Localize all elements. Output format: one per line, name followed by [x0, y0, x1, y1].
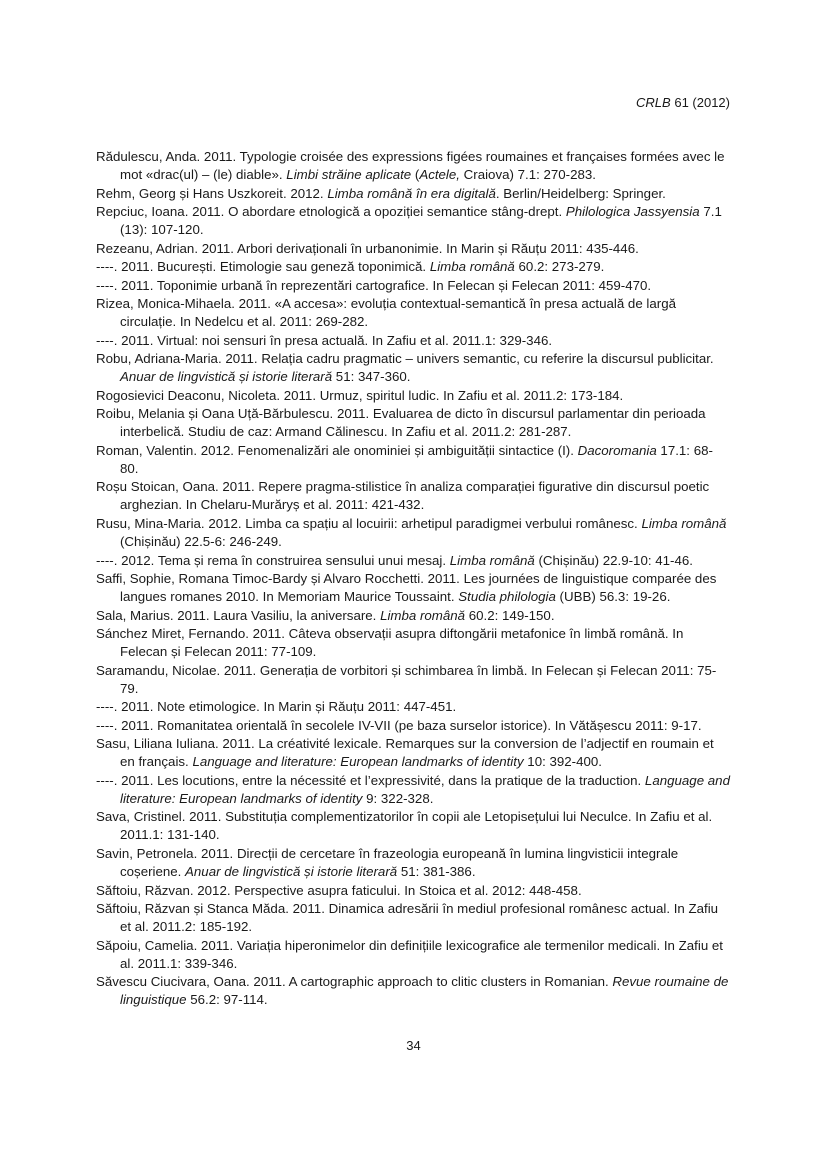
reference-title-italic: Dacoromania: [577, 442, 657, 458]
reference-text: Săftoiu, Răzvan și Stanca Măda. 2011. Dinamica adresării în mediul profesional românesc actual. In Zafiu et al. 2011.2: 185-192.: [96, 901, 719, 935]
reference-text: Săftoiu, Răzvan. 2012. Perspective asupra faticului. In Stoica et al. 2012: 448-458.: [96, 882, 582, 898]
reference-title-italic: Limba română: [641, 515, 727, 531]
reference-entry: [96, 808, 730, 844]
journal-abbreviation: CRLB: [636, 95, 671, 110]
reference-entry: [96, 662, 730, 698]
reference-text: ----. 2011. Toponimie urbană în reprezentări cartografice. In Felecan și Felecan 2011: 459-470.: [96, 277, 652, 293]
page-number: 34: [406, 1038, 421, 1053]
reference-text: Roibu, Melania și Oana Uță-Bărbulescu. 2011. Evaluarea de dicto în discursul parlamentar din perioada interbelică. Studiu de caz: Armand Călinescu. In Zafiu et al. 2011.2: 281-287.: [96, 406, 706, 440]
reference-text: Sasu, Liliana Iuliana. 2011. La créativité lexicale. Remarques sur la conversion de l’adjectif en roumain et en français.: [96, 736, 714, 770]
reference-title-italic: Limba română: [429, 259, 515, 275]
reference-entry: [96, 240, 730, 258]
reference-text: Rehm, Georg și Hans Uszkoreit. 2012.: [96, 185, 328, 201]
reference-entry: [96, 277, 730, 295]
reference-text: 51: 381-386.: [397, 864, 476, 880]
reference-text: Sava, Cristinel. 2011. Substituția complementizatorilor în copii ale Letopisețului lui Neculce. In Zafiu et al. 2011.1: 131-140.: [96, 809, 713, 843]
reference-title-italic: Limba română în era digitală: [327, 185, 496, 201]
reference-title-italic: Limba română: [449, 552, 535, 568]
reference-text: 56.2: 97-114.: [186, 992, 268, 1008]
reference-text: Robu, Adriana-Maria. 2011. Relația cadru pragmatic – univers semantic, cu referire la discursul publicitar.: [96, 351, 714, 367]
journal-issue: 61 (2012): [674, 95, 730, 110]
reference-text: 60.2: 273-279.: [514, 259, 605, 275]
reference-text: Repciuc, Ioana. 2011. O abordare etnologică a opoziției semantice stâng-drept.: [96, 204, 566, 220]
reference-title-italic: Anuar de lingvistică și istorie literară: [185, 864, 398, 880]
reference-text: ----. 2011. Note etimologice. In Marin și Răuțu 2011: 447-451.: [96, 699, 457, 715]
reference-text: ----. 2011. Les locutions, entre la nécessité et l’expressivité, dans la pratique de la traduction.: [96, 772, 645, 788]
reference-title-italic: Language and literature: European landmarks of identity: [192, 754, 524, 770]
reference-text: . Berlin/Heidelberg: Springer.: [495, 185, 666, 201]
reference-title-italic: Language and literature: European landmarks of identity: [120, 772, 730, 806]
reference-text: 17.1: 68-80.: [120, 442, 713, 476]
reference-text: 10: 392-400.: [523, 754, 602, 770]
reference-entry: [96, 552, 730, 570]
reference-text: Savin, Petronela. 2011. Direcții de cercetare în frazeologia europeană în lumina lingvisticii integrale coșeriene.: [96, 845, 679, 880]
reference-text: (Chișinău) 22.9-10: 41-46.: [534, 552, 693, 568]
reference-text: Sala, Marius. 2011. Laura Vasiliu, la aniversare.: [96, 607, 381, 623]
reference-text: Rădulescu, Anda. 2011. Typologie croisée des expressions figées roumaines et françaises formées avec le mot «drac(ul) – (le) diable».: [96, 149, 725, 183]
reference-entry: [96, 295, 730, 331]
reference-title-italic: Revue roumaine de linguistique: [120, 974, 729, 1008]
reference-text: ----. 2012. Tema și rema în construirea sensului unui mesaj.: [96, 552, 450, 568]
reference-text: 60.2: 149-150.: [465, 607, 555, 623]
reference-entry: [96, 900, 730, 936]
reference-title-italic: Limbi străine aplicate: [286, 167, 412, 183]
reference-text: Roman, Valentin. 2012. Fenomenalizări ale onominiei și ambiguității sintactice (I).: [96, 442, 578, 458]
reference-text: 51: 347-360.: [332, 369, 411, 385]
reference-title-italic: Limba română: [380, 607, 466, 623]
reference-text: Rogosievici Deaconu, Nicoleta. 2011. Urmuz, spiritul ludic. In Zafiu et al. 2011.2: 173-184.: [96, 387, 624, 403]
reference-text: ----. 2011. Virtual: noi sensuri în presa actuală. In Zafiu et al. 2011.1: 329-346.: [96, 332, 553, 348]
reference-text: ----. 2011. Romanitatea orientală în secolele IV-VII (pe baza surselor istorice). In Vătășescu 2011: 9-17.: [96, 717, 702, 733]
reference-text: (UBB) 56.3: 19-26.: [555, 589, 671, 605]
reference-entry: [96, 607, 730, 625]
reference-entry: [96, 625, 730, 661]
reference-text: (: [411, 167, 420, 183]
reference-entry: [96, 515, 730, 551]
reference-text: Rusu, Mina-Maria. 2012. Limba ca spațiu al locuirii: arhetipul paradigmei verbului românesc.: [96, 515, 642, 531]
reference-entry: [96, 698, 730, 716]
reference-entry: [96, 882, 730, 900]
reference-entry: [96, 973, 730, 1009]
reference-text: Rezeanu, Adrian. 2011. Arbori derivaționali în urbanonimie. In Marin și Răuțu 2011: 435-446.: [96, 240, 639, 256]
running-header: [636, 94, 730, 112]
reference-entry: [96, 478, 730, 514]
reference-entry: [96, 772, 730, 808]
reference-text: Saffi, Sophie, Romana Timoc-Bardy și Alvaro Rocchetti. 2011. Les journées de linguistique comparée des langues romanes 2010. In Memoriam Maurice Toussaint.: [96, 571, 717, 605]
reference-entry: [96, 258, 730, 276]
reference-entry: [96, 442, 730, 478]
reference-entry: [96, 332, 730, 350]
reference-text: Rizea, Monica-Mihaela. 2011. «A accesa»: evoluția contextual-semantică în presa actuală de largă circulație. In Nedelcu et al. 2011: 269-282.: [96, 296, 676, 330]
reference-text: Craiova) 7.1: 270-283.: [459, 167, 596, 183]
reference-text: Roșu Stoican, Oana. 2011. Repere pragma-stilistice în analiza comparației figurative din discursul poetic arghezian. In Chelaru-Murărуș et al. 2011: 421-432.: [96, 479, 710, 513]
bibliography-list: [96, 148, 730, 1010]
reference-text: 9: 322-328.: [362, 790, 434, 806]
reference-text: (Chișinău) 22.5-6: 246-249.: [120, 534, 282, 550]
reference-entry: [96, 717, 730, 735]
reference-entry: [96, 937, 730, 973]
reference-entry: [96, 570, 730, 606]
reference-entry: [96, 203, 730, 239]
reference-text: Săpoiu, Camelia. 2011. Variația hiperonimelor din definițiile lexicografice ale termenilor medicali. In Zafiu et al. 2011.1: 339-346.: [96, 937, 723, 971]
reference-text: 7.1 (13): 107-120.: [120, 204, 722, 238]
reference-entry: [96, 148, 730, 184]
reference-title-italic: Philologica Jassyensia: [565, 204, 700, 220]
reference-entry: [96, 735, 730, 771]
reference-title-italic: Actele,: [419, 167, 460, 183]
reference-text: Saramandu, Nicolae. 2011. Generația de vorbitori și schimbarea în limbă. In Felecan și Felecan 2011: 75-79.: [96, 662, 717, 696]
reference-text: Sánchez Miret, Fernando. 2011. Câteva observații asupra diftongării metafonice în limbă română. In Felecan și Felecan 2011: 77-109.: [96, 626, 684, 660]
reference-text: Săvescu Ciucivara, Oana. 2011. A cartographic approach to clitic clusters in Romanian.: [96, 974, 613, 990]
reference-entry: [96, 350, 730, 386]
reference-title-italic: Studia philologia: [458, 589, 556, 605]
reference-title-italic: Anuar de lingvistică și istorie literară: [120, 369, 333, 385]
reference-entry: [96, 387, 730, 405]
reference-entry: [96, 405, 730, 441]
reference-entry: [96, 185, 730, 203]
reference-text: ----. 2011. București. Etimologie sau geneză toponimică.: [96, 259, 430, 275]
reference-entry: [96, 845, 730, 881]
